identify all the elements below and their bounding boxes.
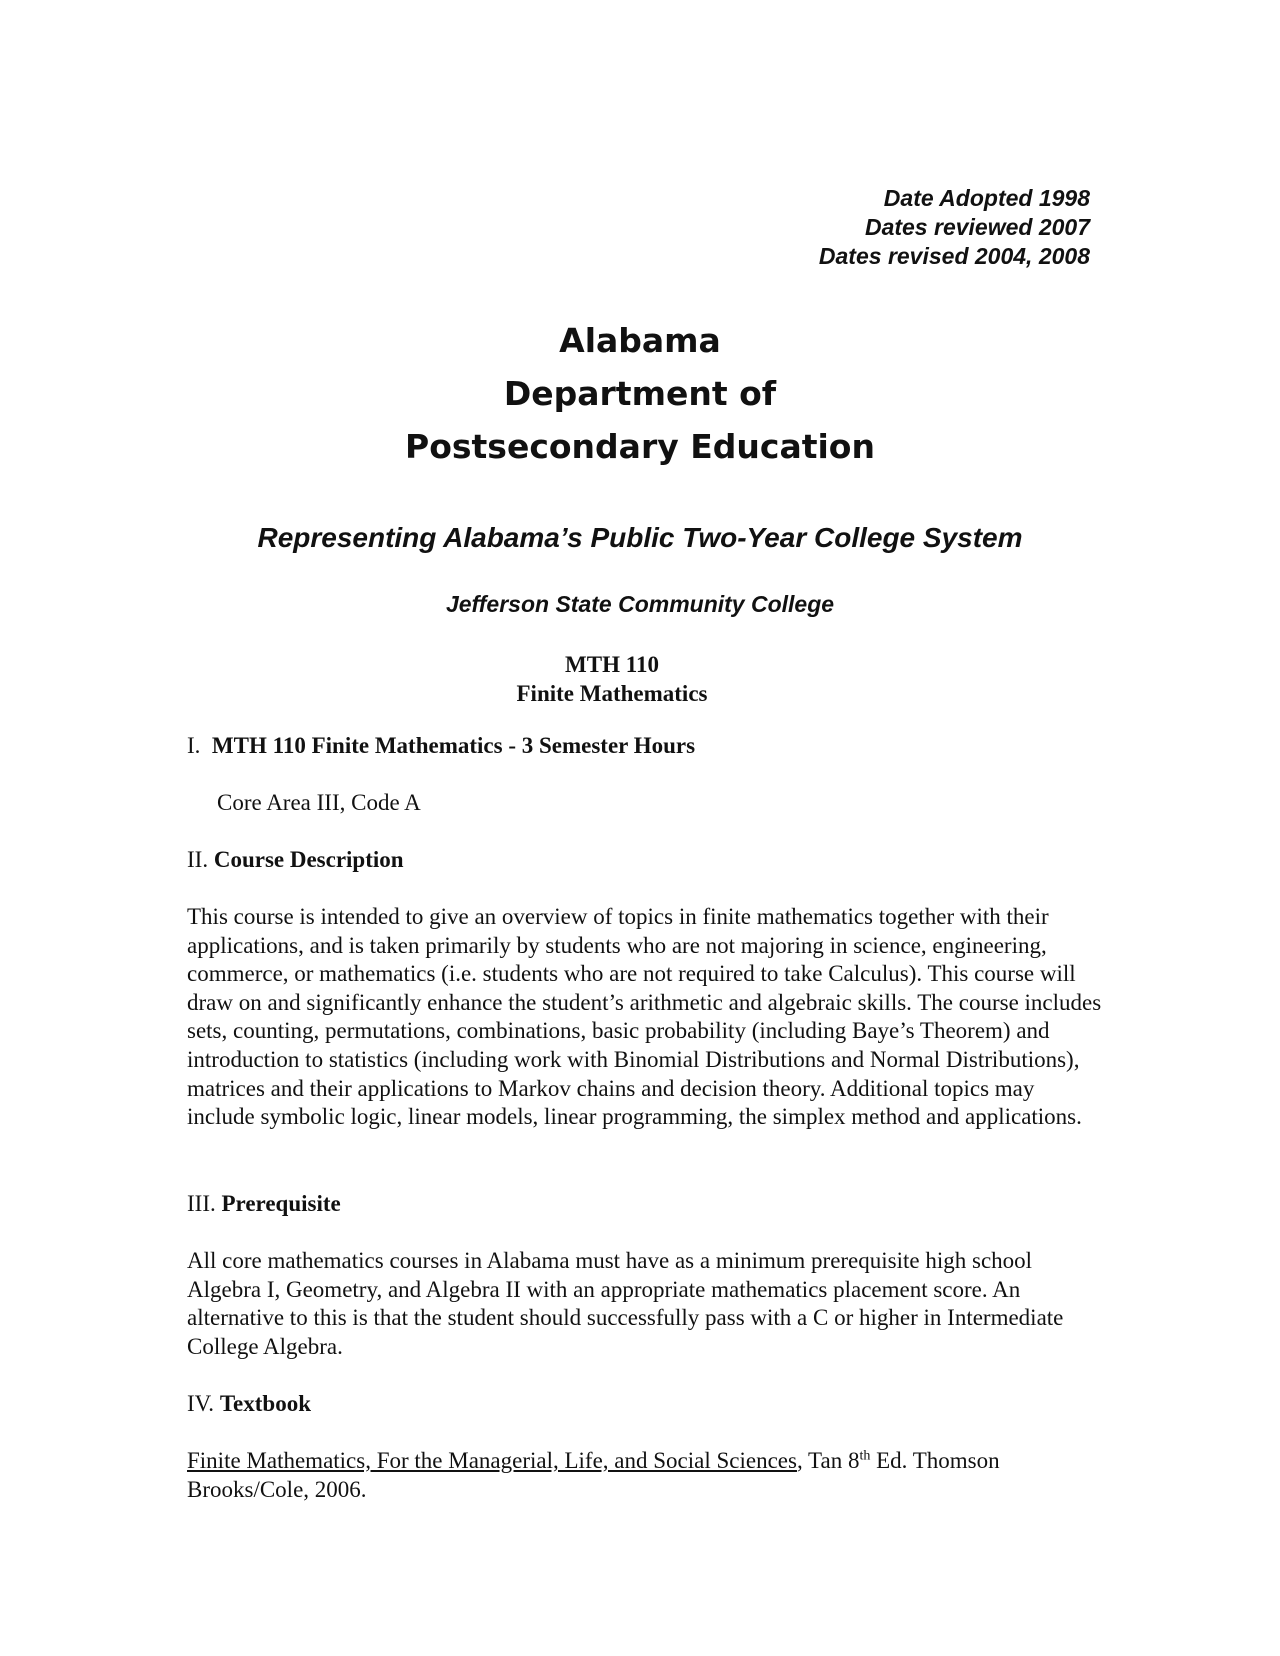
org-line-3: Postsecondary Education bbox=[405, 427, 875, 466]
org-line-2: Department of bbox=[503, 374, 777, 413]
org-line-1: Alabama bbox=[559, 321, 721, 360]
section-1-body bbox=[187, 789, 1107, 818]
textbook-author: , Tan 8 bbox=[796, 1448, 860, 1473]
section-2-numeral: II. bbox=[187, 847, 209, 872]
section-3-numeral: III. bbox=[187, 1191, 216, 1216]
section-1-numeral: I. bbox=[187, 733, 201, 758]
college-name: Jefferson State Community College bbox=[445, 591, 835, 617]
section-2-heading bbox=[187, 846, 1107, 875]
section-4-heading bbox=[187, 1390, 1107, 1419]
section-1-title: MTH 110 Finite Mathematics - 3 Semester Hours bbox=[211, 733, 696, 758]
dates-block bbox=[819, 184, 1090, 271]
section-4-body bbox=[187, 1447, 1107, 1504]
section-3-title: Prerequisite bbox=[221, 1191, 341, 1216]
textbook-publisher: Ed. Thomson Brooks/Cole, 2006. bbox=[187, 1448, 1000, 1502]
core-area: Core Area III, Code A bbox=[217, 790, 421, 815]
prerequisite-text: All core mathematics courses in Alabama must have as a minimum prerequisite high school Algebra I, Geometry, and Algebra II with an appropriate mathematics placement score. An alternative to this is that the student should successfully pass with a C or higher in Intermediate College Algebra. bbox=[187, 1248, 1064, 1359]
section-2-title: Course Description bbox=[213, 847, 404, 872]
section-4-numeral: IV. bbox=[187, 1391, 215, 1416]
section-4-title: Textbook bbox=[219, 1391, 311, 1416]
section-3-body bbox=[187, 1247, 1107, 1361]
course-code: MTH 110 bbox=[565, 652, 659, 677]
course-description-text: This course is intended to give an overview of topics in finite mathematics together with their applications, and is taken primarily by students who are not majoring in science, engineering, commerce, or mathematics (i.e. students who are not required to take Calculus). This course will draw on and significantly enhance the student’s arithmetic and algebraic skills. The course includes sets, counting, permutations, combinations, basic probability (including Baye’s Theorem) and introduction to statistics (including work with Binomial Distributions and Normal Distributions), matrices and their applications to Markov chains and decision theory. Additional topics may include symbolic logic, linear models, linear programming, the simplex method and applications. bbox=[187, 904, 1102, 1130]
edition-superscript: th bbox=[859, 1448, 871, 1464]
organization-title bbox=[0, 314, 1280, 473]
dates-revised: Dates revised 2004, 2008 bbox=[818, 243, 1090, 269]
date-adopted: Date Adopted 1998 bbox=[883, 185, 1090, 211]
course-name: Finite Mathematics bbox=[516, 681, 708, 706]
course-heading bbox=[0, 650, 1224, 708]
section-3-heading bbox=[187, 1190, 1107, 1219]
section-2-body bbox=[187, 903, 1107, 1132]
dates-reviewed: Dates reviewed 2007 bbox=[864, 214, 1090, 240]
tagline: Representing Alabama’s Public Two-Year College System bbox=[257, 522, 1023, 553]
section-1-heading bbox=[187, 732, 1107, 761]
textbook-citation bbox=[187, 1447, 1107, 1504]
textbook-title: Finite Mathematics, For the Managerial, Life, and Social Sciences bbox=[187, 1448, 797, 1473]
